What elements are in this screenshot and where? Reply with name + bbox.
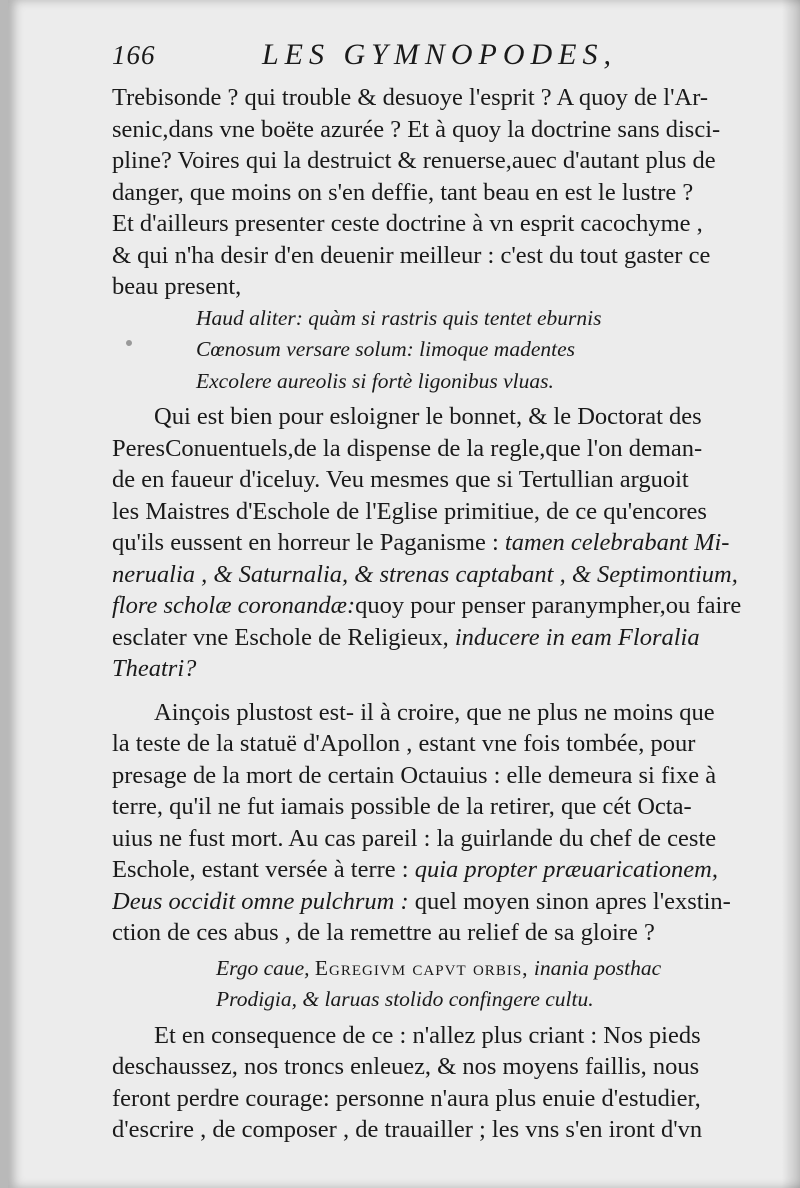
- text-line: beau present,: [112, 273, 242, 300]
- paragraph-2: [112, 401, 764, 685]
- text-line: Ainçois plustost est- il à croire, que ne plus ne moins que: [154, 698, 715, 726]
- verse-segment: inania posthac: [528, 955, 662, 980]
- verse-quote-2: [112, 953, 764, 1016]
- small-caps-segment: Egregivm capvt orbis,: [314, 955, 529, 980]
- text-line: & qui n'ha desir d'en deuenir meilleur : c'est du tout gaster ce: [112, 241, 711, 269]
- page-number: 166: [112, 40, 156, 70]
- text-line: uius ne fust mort. Au cas pareil : la guirlande du chef de ceste: [112, 824, 717, 852]
- verse-segment: Ergo caue,: [216, 955, 315, 980]
- text-line: terre, qu'il ne fut iamais possible de la retirer, que cét Octa-: [112, 793, 692, 820]
- text-line: Trebisonde ? qui trouble & desuoye l'esprit ? A quoy de l'Ar-: [112, 84, 709, 111]
- text-line: d'escrire , de composer , de trauailler ; les vns s'en iront d'vn: [112, 1116, 703, 1143]
- text-line: Et en consequence de ce : n'allez plus criant : Nos pieds: [154, 1021, 701, 1049]
- latin-quote: Deus occidit omne pulchrum :: [112, 887, 409, 915]
- text-line: feront perdre courage: personne n'aura plus enuie d'estudier,: [112, 1084, 701, 1112]
- text-line: danger, que moins on s'en deffie, tant beau en est le lustre ?: [112, 178, 694, 206]
- latin-quote: flore scholæ coronandæ:: [112, 592, 356, 619]
- paragraph-1: [112, 82, 764, 303]
- text-line: PeresConuentuels,de la dispense de la regle,que l'on deman-: [112, 434, 703, 462]
- verse-line: [112, 953, 764, 985]
- verse-line: Prodigia, & laruas stolido confingere cultu.: [216, 987, 594, 1011]
- text-line: [112, 854, 764, 886]
- book-page: [8, 0, 800, 1188]
- text-line: senic,dans vne boëte azurée ? Et à quoy la doctrine sans disci-: [112, 115, 721, 143]
- page-header: [112, 38, 764, 82]
- latin-quote: tamen celebrabant Mi-: [504, 529, 730, 556]
- text-line: de en faueur d'iceluy. Veu mesmes que si Tertullian arguoit: [112, 466, 689, 493]
- text-line: Qui est bien pour esloigner le bonnet, & le Doctorat des: [154, 403, 702, 430]
- page-text: [112, 38, 764, 1146]
- verse-line: Cœnosum versare solum: limoque madentes: [196, 337, 576, 361]
- paragraph-4: [112, 1020, 764, 1146]
- text-segment: quel moyen sinon apres l'exstin-: [408, 887, 731, 915]
- text-line: ction de ces abus , de la remettre au relief de sa gloire ?: [112, 919, 655, 946]
- paragraph-3: [112, 697, 764, 949]
- text-line: presage de la mort de certain Octauius : elle demeura si fixe à: [112, 761, 717, 789]
- latin-quote-line: nerualia , & Saturnalia, & strenas captabant , & Septimontium,: [112, 560, 738, 588]
- latin-quote: inducere in eam Floralia: [454, 623, 700, 651]
- text-line: pline? Voires qui la destruict & renuerse,auec d'autant plus de: [112, 147, 716, 174]
- text-line: les Maistres d'Eschole de l'Eglise primitiue, de ce qu'encores: [112, 497, 707, 525]
- verse-line: Excolere aureolis si fortè ligonibus vluas.: [196, 368, 554, 393]
- running-title: LES GYMNOPODES,: [262, 38, 618, 71]
- text-segment: Eschole, estant versée à terre :: [112, 856, 415, 883]
- text-segment: esclater vne Eschole de Religieux,: [112, 623, 455, 651]
- verse-line: Haud aliter: quàm si rastris quis tentet eburnis: [196, 305, 602, 330]
- text-line: [112, 622, 764, 654]
- text-line: [112, 590, 764, 622]
- text-line: [112, 527, 764, 559]
- text-segment: quoy pour penser paranympher,ou faire: [355, 592, 742, 619]
- text-line: Et d'ailleurs presenter ceste doctrine à vn esprit cacochyme ,: [112, 210, 703, 237]
- text-segment: qu'ils eussent en horreur le Paganisme :: [112, 529, 505, 556]
- text-line: deschaussez, nos troncs enleuez, & nos moyens faillis, nous: [112, 1053, 700, 1080]
- latin-quote-line: Theatri?: [112, 655, 197, 682]
- text-line: [112, 886, 764, 918]
- text-line: la teste de la statuë d'Apollon , estant vne fois tombée, pour: [112, 730, 696, 757]
- latin-quote: quia propter præuaricationem,: [414, 856, 718, 883]
- verse-quote-1: [112, 303, 764, 398]
